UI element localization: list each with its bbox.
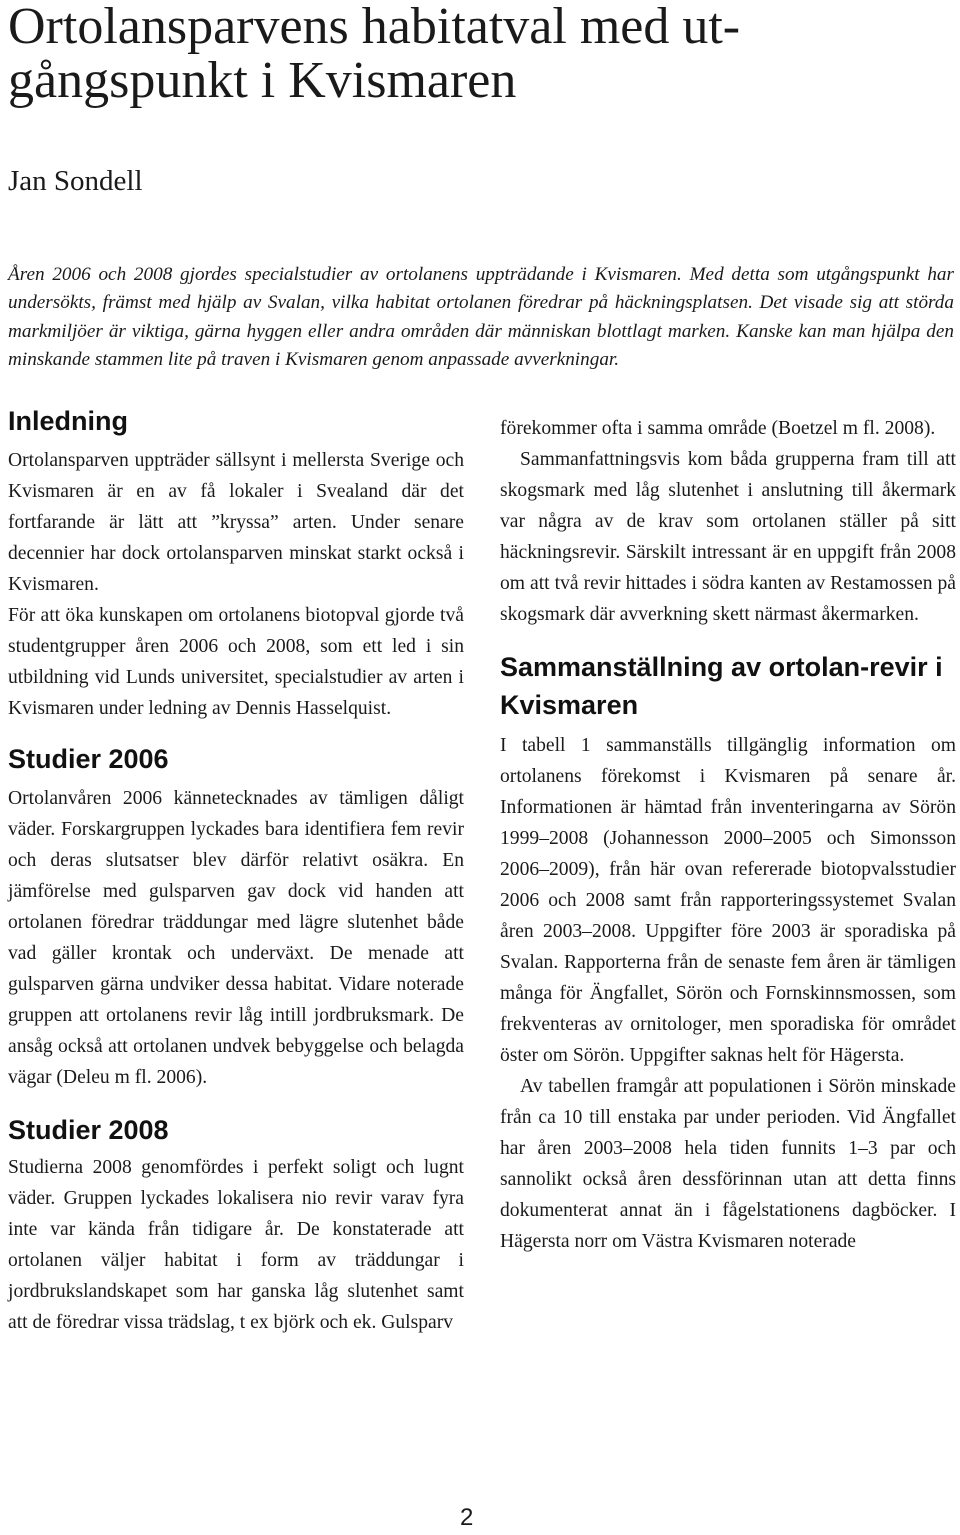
- left-column: [8, 406, 464, 1338]
- section-heading-studier-2008: Studier 2008: [8, 1115, 169, 1145]
- paragraph: För att öka kunskapen om ortolanens biotopval gjorde två studentgrupper åren 2006 och 2008, som ett led i sin utbildning vid Lunds universitet, specialstudier av arten i Kvismaren under ledning av Dennis Hasselquist.: [8, 605, 464, 719]
- paragraph: Ortolanvåren 2006 kännetecknades av tämligen dåligt väder. Forskargruppen lyckades bara identifiera fem revir och deras slutsatser blev därför relativt osäkra. En jämförelse med gulsparven gav dock vid handen att ortolanen föredrar träddungar med lägre slutenhet både vad gäller krontak och underväxt. De menade att gulsparven gärna undviker dessa habitat. Vidare noterade gruppen att ortolanens revir låg intill jordbruksmark. De ansåg också att ortolanen undvek bebyggelse och belagda vägar (Deleu m fl. 2006).: [8, 788, 464, 1088]
- section-heading-inledning: Inledning: [8, 406, 128, 436]
- paragraph: förekommer ofta i samma område (Boetzel m fl. 2008).: [500, 418, 936, 439]
- article-title: Ortolansparvens habitatval med ut-gångspunkt i Kvismaren: [8, 0, 741, 109]
- paragraph: Ortolansparven uppträder sällsynt i mellersta Sverige och Kvismaren är en av få lokaler i Svealand där det fortfarande är lätt att ”kryssa” arten. Under senare decennier har dock ortolansparven minskat starkt också i Kvismaren.: [8, 450, 464, 595]
- paragraph: Studierna 2008 genomfördes i perfekt soligt och lugnt väder. Gruppen lyckades lokalisera nio revir varav fyra inte var kända från tidigare år. De konstaterade att ortolanen väljer habitat i form av träddungar i jordbrukslandskapet som har ganska låg slutenhet samt att de föredrar vissa trädslag, t ex björk och ek. Gulsparv: [8, 1157, 464, 1333]
- paragraph: Sammanfattningsvis kom båda grupperna fram till att skogsmark med låg slutenhet i anslutning till åkermark var några av de krav som ortolanen ställer på sitt häckningsrevir. Särskilt intressant är en uppgift från 2008 om att två revir hittades i södra kanten av Restamossen på skogsmark där avverkning skett närmast åkermarken.: [500, 449, 956, 625]
- paragraph: I tabell 1 sammanställs tillgänglig information om ortolanens förekomst i Kvismaren på senare år. Informationen är hämtad från inventeringarna av Sörön 1999–2008 (Johannesson 2000–2005 och Simonsson 2006–2009), från här ovan refererade biotopvalsstudier 2006 och 2008 samt från rapporteringssystemet Svalan åren 2003–2008. Uppgifter före 2003 är sporadiska på Svalan. Rapporterna från de senaste fem åren är tämligen många för Ängfallet, Sörön och Fornskinnsmossen, som frekventeras av ornitologer, men sporadiska för området öster om Sörön. Uppgifter saknas helt för Hägersta.: [500, 735, 956, 1066]
- section-heading-sammanstallning: Sammanställning av ortolan-revir i Kvismaren: [500, 652, 943, 720]
- paragraph: Av tabellen framgår att populationen i Sörön minskade från ca 10 till enstaka par under perioden. Vid Ängfallet har åren 2003–2008 hela tiden funnits 1–3 par och sannolikt också åren dessförinnan utan att detta finns dokumenterat annat än i fågelstationens dagböcker. I Hägersta norr om Västra Kvismaren noterade: [500, 1076, 956, 1252]
- abstract: Åren 2006 och 2008 gjordes specialstudier av ortolanens uppträdande i Kvismaren. Med detta som utgångspunkt har undersökts, främst med hjälp av Svalan, vilka habitat ortolanen föredrar på häckningsplatsen. Det visade sig att störda markmiljöer är viktiga, gärna hyggen eller andra områden där människan blottlagt marken. Kanske kan man hjälpa den minskande stammen lite på traven i Kvismaren genom anpassade avverkningar.: [8, 264, 954, 371]
- author-name: Jan Sondell: [8, 165, 143, 197]
- section-heading-studier-2006: Studier 2006: [8, 744, 169, 774]
- right-column: [500, 413, 956, 1257]
- page-number: 2: [460, 1504, 474, 1531]
